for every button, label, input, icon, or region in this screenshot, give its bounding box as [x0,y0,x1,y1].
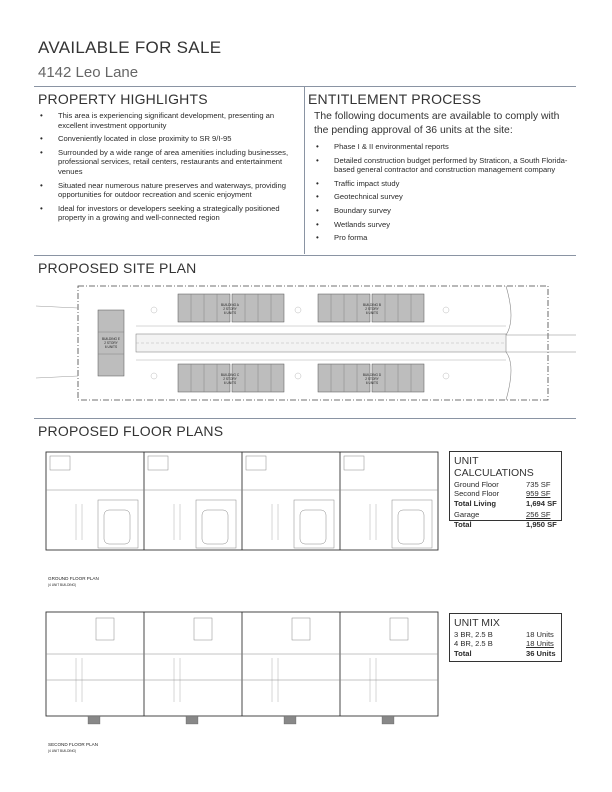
unit-calculations-heading: UNIT CALCULATIONS [454,455,534,479]
building-label: BUILDING B [362,303,382,307]
building-sub: 2 STORY [223,307,237,311]
calc-row [454,499,557,508]
building-sub: 2 STORY [365,307,379,311]
list-item: • Phase I & II environmental reports [314,142,576,152]
unit-mix-heading: UNIT MIX [454,617,500,629]
list-item: • Conveniently located in close proximity to SR 9/I-95 [38,134,296,144]
building-sub: 2 STORY [365,377,379,381]
property-address: 4142 Leo Lane [38,64,139,81]
ground-floor-sub: (4 UNIT BUILDING) [48,583,77,587]
unit-calculations-box [449,451,562,529]
calc-value: 1,950 SF [526,519,557,529]
site-plan-drawing [36,280,576,410]
building-sub: 2 STORY [104,341,118,345]
building-label: BUILDING D [362,373,382,377]
calc-value: 1,694 SF [526,498,557,508]
divider [34,418,576,419]
calc-row [454,510,557,519]
building-units: 6 UNITS [223,381,237,385]
building-label: BUILDING C [220,373,240,377]
mix-value: 18 Units [526,639,554,649]
calc-label: Total Living [454,498,497,508]
building-units: 6 UNITS [365,311,379,315]
building-units: 6 UNITS [104,345,118,349]
second-floor-label: SECOND FLOOR PLAN [48,742,99,747]
calc-row [454,480,557,489]
divider [34,255,576,256]
mix-row [454,639,557,648]
list-item: • Ideal for investors or developers seeking a strategically positioned property in a growing and well-connected region [38,204,296,223]
list-item: • Pro forma [314,233,576,243]
list-item: • Traffic impact study [314,179,576,189]
list-item: • Boundary survey [314,206,576,216]
highlights-heading: PROPERTY HIGHLIGHTS [38,91,208,107]
building-units: 6 UNITS [223,311,237,315]
floor-plans-heading: PROPOSED FLOOR PLANS [38,423,224,439]
calc-row [454,520,557,529]
page-title: AVAILABLE FOR SALE [38,38,222,57]
divider [34,86,576,87]
second-floor-sub: (4 UNIT BUILDING) [48,749,77,753]
entitlement-section [314,110,576,247]
calc-label: Garage [454,510,480,520]
entitlement-heading: ENTITLEMENT PROCESS [308,91,482,107]
mix-value: 36 Units [526,648,556,658]
mix-value: 18 Units [526,630,554,639]
calc-label: Second Floor [454,489,500,499]
entitlement-intro: The following documents are available to comply with the pending approval of 36 units at the site: [314,111,560,136]
mix-label: 3 BR, 2.5 B [454,630,493,639]
mix-label: Total [454,648,472,658]
list-item: • Detailed construction budget performed by Straticon, a South Florida-based general contractor and construction management company [314,156,576,175]
calc-value: 735 SF [526,480,551,489]
list-item: • Surrounded by a wide range of area amenities including businesses, professional services, retail centers, restaurants and entertainment venues [38,148,296,177]
building-units: 6 UNITS [365,381,379,385]
mix-row [454,649,557,658]
unit-mix-box [449,613,562,662]
list-item: • Situated near numerous nature preserves and waterways, providing opportunities for outdoor recreation and scenic enjoyment [38,181,296,200]
building-label: BUILDING E [101,337,121,341]
site-plan-heading: PROPOSED SITE PLAN [38,260,197,276]
calc-row [454,489,557,498]
mix-label: 4 BR, 2.5 B [454,639,493,649]
list-item: • Wetlands survey [314,220,576,230]
building-sub: 2 STORY [223,377,237,381]
calc-label: Total [454,519,472,529]
floor-plans-drawing [36,440,446,762]
highlights-list [38,111,296,227]
list-item: • This area is experiencing significant development, presenting an excellent investment opportunity [38,111,296,130]
calc-label: Ground Floor [454,480,499,489]
list-item: • Geotechnical survey [314,192,576,202]
ground-floor-label: GROUND FLOOR PLAN [48,576,99,581]
calc-value: 959 SF [526,489,551,499]
calc-value: 256 SF [526,510,551,520]
mix-row [454,630,557,639]
column-divider [304,87,305,254]
building-label: BUILDING A [221,303,239,307]
